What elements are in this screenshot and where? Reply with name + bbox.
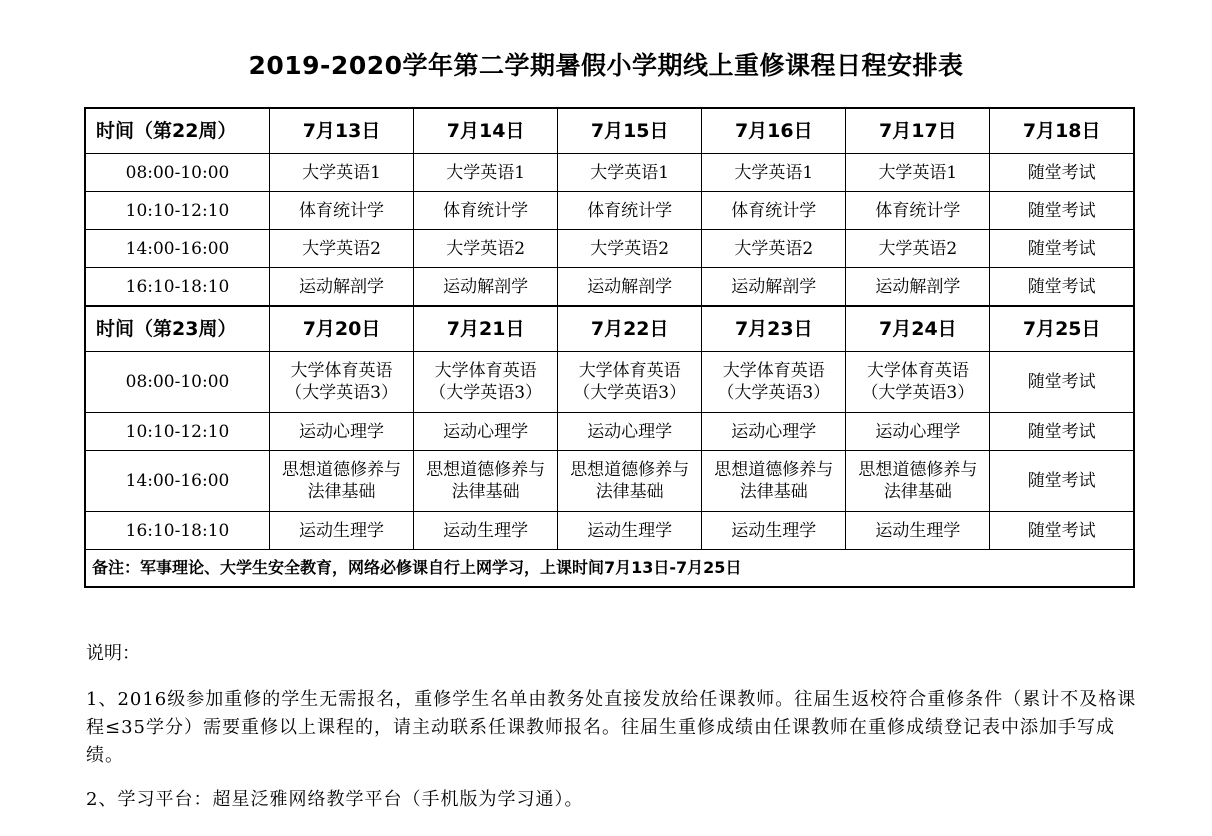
- time-slot-cell: 14:00-16:00: [85, 451, 270, 512]
- course-cell: 体育统计学: [846, 192, 990, 230]
- course-cell: 运动解剖学: [558, 268, 702, 307]
- course-line-1: 大学体育英语: [578, 361, 681, 381]
- course-line-2: （大学英语3）: [429, 383, 543, 403]
- explanation-section: [86, 640, 1146, 814]
- week23-time-header: 时间（第23周）: [85, 306, 270, 352]
- course-line-1: 大学体育英语: [434, 361, 537, 381]
- course-line-1: 思想道德修养与: [858, 460, 978, 480]
- course-cell: 大学英语2: [846, 230, 990, 268]
- exam-cell: 随堂考试: [990, 154, 1134, 192]
- course-cell: 大学英语2: [702, 230, 846, 268]
- course-cell: [270, 451, 414, 512]
- course-line-1: 大学体育英语: [290, 361, 393, 381]
- table-row: [85, 268, 1134, 307]
- course-cell: [846, 451, 990, 512]
- week22-date-header: 7月13日: [270, 108, 414, 154]
- course-cell: 大学英语1: [702, 154, 846, 192]
- course-cell: [846, 352, 990, 413]
- table-row: [85, 352, 1134, 413]
- exam-label: 随堂考试: [1027, 372, 1096, 392]
- course-cell: 大学英语1: [270, 154, 414, 192]
- note-text: 备注：军事理论、大学生安全教育，网络必修课自行上网学习，上课时间7月13日-7月25日: [85, 550, 1134, 588]
- exam-cell: 随堂考试: [990, 512, 1134, 550]
- course-cell: 运动心理学: [270, 413, 414, 451]
- course-cell: 运动解剖学: [702, 268, 846, 307]
- course-line-1: 思想道德修养与: [282, 460, 402, 480]
- course-cell: 体育统计学: [558, 192, 702, 230]
- course-cell: 运动心理学: [558, 413, 702, 451]
- course-cell: [414, 451, 558, 512]
- course-cell: 大学英语1: [846, 154, 990, 192]
- course-cell: 运动生理学: [414, 512, 558, 550]
- time-slot-cell: 08:00-10:00: [85, 352, 270, 413]
- course-line-1: 思想道德修养与: [570, 460, 690, 480]
- course-cell: [702, 451, 846, 512]
- course-line-1: 大学体育英语: [866, 361, 969, 381]
- course-line-1: 思想道德修养与: [714, 460, 834, 480]
- table-row: [85, 413, 1134, 451]
- course-cell: [558, 451, 702, 512]
- week22-date-header: 7月17日: [846, 108, 990, 154]
- time-slot-cell: 16:10-18:10: [85, 512, 270, 550]
- course-line-2: 法律基础: [451, 482, 520, 502]
- time-slot-cell: 08:00-10:00: [85, 154, 270, 192]
- course-line-2: 法律基础: [307, 482, 376, 502]
- week22-date-header: 7月15日: [558, 108, 702, 154]
- exam-cell: [990, 352, 1134, 413]
- course-cell: 大学英语2: [414, 230, 558, 268]
- course-cell: [558, 352, 702, 413]
- course-cell: [414, 352, 558, 413]
- table-row: [85, 230, 1134, 268]
- time-slot-cell: 14:00-16:00: [85, 230, 270, 268]
- course-cell: 运动生理学: [846, 512, 990, 550]
- course-cell: 运动解剖学: [270, 268, 414, 307]
- course-line-2: 法律基础: [883, 482, 952, 502]
- week22-date-header: 7月14日: [414, 108, 558, 154]
- course-line-2: （大学英语3）: [573, 383, 687, 403]
- time-slot-cell: 10:10-12:10: [85, 192, 270, 230]
- week22-header-row: [85, 108, 1134, 154]
- course-line-2: （大学英语3）: [717, 383, 831, 403]
- table-row: [85, 154, 1134, 192]
- page-title: 2019-2020学年第二学期暑假小学期线上重修课程日程安排表: [248, 51, 964, 80]
- course-cell: 大学英语2: [558, 230, 702, 268]
- exam-cell: 随堂考试: [990, 192, 1134, 230]
- exam-label: 随堂考试: [1027, 471, 1096, 491]
- time-slot-cell: 16:10-18:10: [85, 268, 270, 307]
- table-row: [85, 451, 1134, 512]
- course-cell: 体育统计学: [702, 192, 846, 230]
- note-row: [85, 550, 1134, 588]
- exam-cell: 随堂考试: [990, 413, 1134, 451]
- course-cell: [270, 352, 414, 413]
- week22-time-header: 时间（第22周）: [85, 108, 270, 154]
- week23-date-header: 7月23日: [702, 306, 846, 352]
- course-cell: 运动生理学: [270, 512, 414, 550]
- week23-header-row: [85, 306, 1134, 352]
- week23-date-header: 7月25日: [990, 306, 1134, 352]
- week23-date-header: 7月20日: [270, 306, 414, 352]
- course-cell: 运动心理学: [414, 413, 558, 451]
- course-cell: 运动心理学: [702, 413, 846, 451]
- table-row: [85, 512, 1134, 550]
- course-cell: 运动解剖学: [414, 268, 558, 307]
- course-cell: 大学英语1: [558, 154, 702, 192]
- course-line-1: 大学体育英语: [722, 361, 825, 381]
- course-cell: 运动生理学: [558, 512, 702, 550]
- course-line-2: 法律基础: [595, 482, 664, 502]
- week22-date-header: 7月16日: [702, 108, 846, 154]
- explanation-item-2: 2、学习平台：超星泛雅网络教学平台（手机版为学习通）。: [86, 789, 584, 810]
- course-cell: 大学英语1: [414, 154, 558, 192]
- week22-date-header: 7月18日: [990, 108, 1134, 154]
- table-row: [85, 192, 1134, 230]
- course-line-2: （大学英语3）: [285, 383, 398, 403]
- course-cell: 运动解剖学: [846, 268, 990, 307]
- course-cell: 运动生理学: [702, 512, 846, 550]
- exam-cell: 随堂考试: [990, 230, 1134, 268]
- week23-date-header: 7月22日: [558, 306, 702, 352]
- explanation-heading: 说明：: [86, 643, 140, 664]
- course-cell: 大学英语2: [270, 230, 414, 268]
- time-slot-cell: 10:10-12:10: [85, 413, 270, 451]
- explanation-item-1: 1、2016级参加重修的学生无需报名，重修学生名单由教务处直接发放给任课教师。往届生返校符合重修条件（累计不及格课程≤35学分）需要重修以上课程的，请主动联系任课教师报名。往届生重修成绩由任课教师在重修成绩登记表中添加手写成绩。: [86, 689, 1137, 766]
- course-cell: 体育统计学: [414, 192, 558, 230]
- week23-date-header: 7月24日: [846, 306, 990, 352]
- course-line-2: 法律基础: [739, 482, 808, 502]
- course-cell: 体育统计学: [270, 192, 414, 230]
- course-cell: 运动心理学: [846, 413, 990, 451]
- course-line-1: 思想道德修养与: [426, 460, 546, 480]
- schedule-table: [84, 107, 1135, 588]
- exam-cell: [990, 451, 1134, 512]
- course-cell: [702, 352, 846, 413]
- week23-date-header: 7月21日: [414, 306, 558, 352]
- exam-cell: 随堂考试: [990, 268, 1134, 307]
- course-line-2: （大学英语3）: [861, 383, 975, 403]
